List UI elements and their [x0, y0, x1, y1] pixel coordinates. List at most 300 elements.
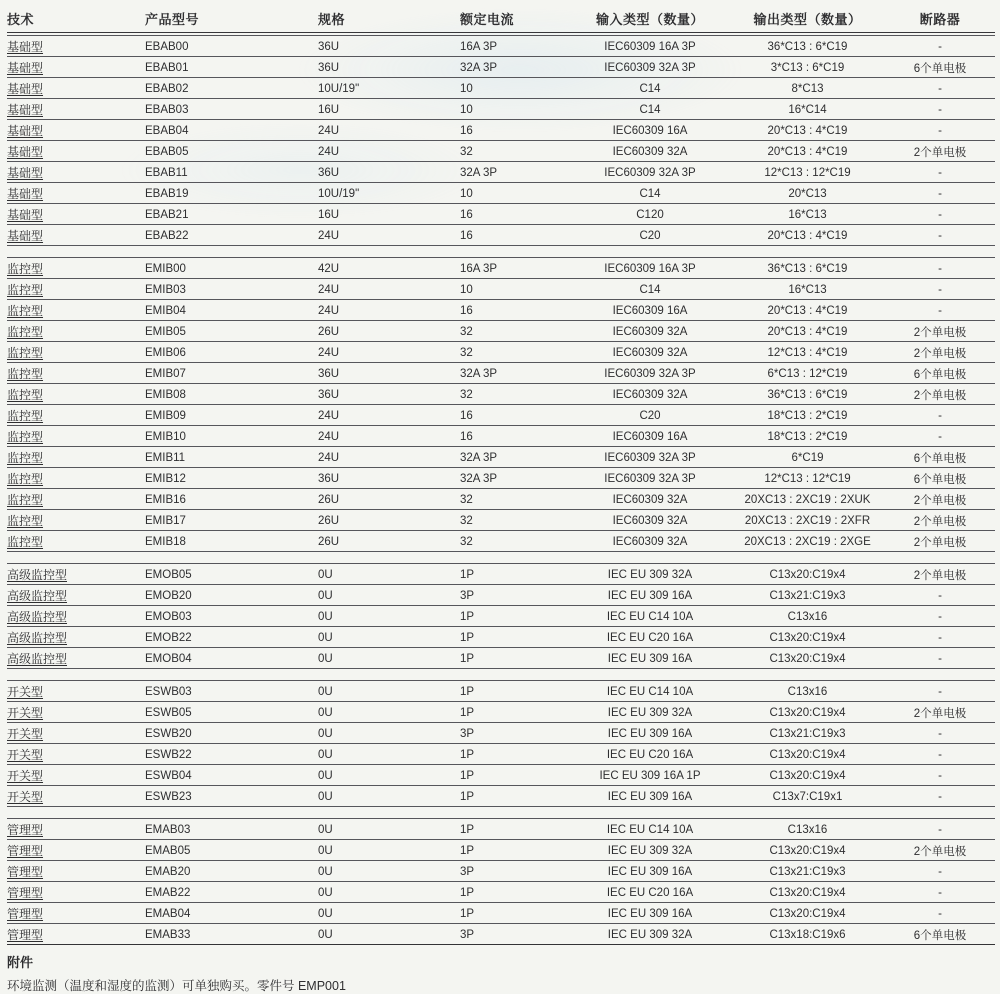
cell-spec: 0U — [318, 907, 333, 920]
cell-tech-link[interactable]: 高级监控型 — [7, 631, 68, 645]
cell-tech-link[interactable]: 基础型 — [7, 61, 44, 75]
cell-output-type: 8*C13 — [791, 82, 824, 95]
table-section-switched — [7, 680, 995, 807]
cell-input-type: C120 — [636, 208, 664, 221]
cell-tech-link[interactable]: 管理型 — [7, 907, 44, 921]
cell-rated-current: 1P — [460, 610, 475, 623]
cell-tech-link[interactable]: 开关型 — [7, 748, 44, 762]
table-row — [7, 363, 995, 384]
cell-input-type: C20 — [639, 409, 661, 422]
cell-spec: 0U — [318, 589, 333, 602]
cell-output-type: C13x20:C19x4 — [769, 652, 846, 665]
cell-spec: 0U — [318, 790, 333, 803]
cell-tech-link[interactable]: 监控型 — [7, 472, 44, 486]
cell-tech-link[interactable]: 高级监控型 — [7, 610, 68, 624]
cell-model: EBAB01 — [145, 61, 189, 74]
cell-breaker: - — [938, 40, 942, 53]
cell-tech-link[interactable]: 基础型 — [7, 82, 44, 96]
cell-spec: 26U — [318, 493, 340, 506]
cell-output-type: 20*C13 : 4*C19 — [767, 229, 848, 242]
cell-breaker: - — [938, 589, 942, 602]
cell-input-type: IEC60309 32A — [612, 145, 688, 158]
cell-output-type: 18*C13 : 2*C19 — [767, 430, 848, 443]
cell-spec: 24U — [318, 283, 340, 296]
cell-breaker: - — [938, 865, 942, 878]
table-row — [7, 279, 995, 300]
cell-breaker: - — [938, 610, 942, 623]
cell-output-type: 6*C19 — [791, 451, 824, 464]
cell-spec: 16U — [318, 103, 340, 116]
cell-model: ESWB20 — [145, 727, 192, 740]
cell-output-type: 12*C13 : 12*C19 — [764, 472, 851, 485]
cell-breaker: 2个单电极 — [913, 326, 967, 339]
cell-model: EMAB22 — [145, 886, 191, 899]
cell-breaker: - — [938, 187, 942, 200]
table-row — [7, 882, 995, 903]
cell-model: EBAB02 — [145, 82, 189, 95]
cell-tech-link[interactable]: 基础型 — [7, 166, 44, 180]
cell-spec: 0U — [318, 652, 333, 665]
cell-model: EMOB22 — [145, 631, 192, 644]
cell-rated-current: 32A 3P — [460, 472, 498, 485]
cell-output-type: C13x20:C19x4 — [769, 844, 846, 857]
cell-input-type: IEC EU C14 10A — [606, 823, 694, 836]
cell-output-type: C13x20:C19x4 — [769, 568, 846, 581]
cell-breaker: - — [938, 790, 942, 803]
cell-input-type: IEC60309 16A 3P — [604, 262, 696, 275]
cell-tech-link[interactable]: 高级监控型 — [7, 568, 68, 582]
column-header-breaker: 断路器 — [919, 12, 961, 27]
cell-tech-link[interactable]: 开关型 — [7, 685, 44, 699]
cell-output-type: 20*C13 : 4*C19 — [767, 325, 848, 338]
cell-breaker: - — [938, 430, 942, 443]
table-row — [7, 903, 995, 924]
cell-rated-current: 32 — [460, 145, 473, 158]
cell-rated-current: 16A 3P — [460, 262, 498, 275]
cell-spec: 36U — [318, 61, 340, 74]
cell-tech-link[interactable]: 开关型 — [7, 727, 44, 741]
table-sections — [7, 35, 995, 945]
cell-tech-link[interactable]: 监控型 — [7, 430, 44, 444]
cell-spec: 0U — [318, 631, 333, 644]
cell-tech-link[interactable]: 管理型 — [7, 823, 44, 837]
cell-spec: 36U — [318, 40, 340, 53]
cell-breaker: - — [938, 907, 942, 920]
cell-spec: 0U — [318, 865, 333, 878]
table-row — [7, 204, 995, 225]
cell-spec: 36U — [318, 166, 340, 179]
cell-rated-current: 1P — [460, 685, 475, 698]
cell-input-type: IEC EU 309 16A 1P — [599, 769, 701, 782]
table-row — [7, 183, 995, 204]
table-row — [7, 405, 995, 426]
cell-breaker: - — [938, 262, 942, 275]
cell-spec: 24U — [318, 346, 340, 359]
table-row — [7, 681, 995, 702]
cell-input-type: IEC EU 309 32A — [607, 844, 693, 857]
cell-tech-link[interactable]: 管理型 — [7, 865, 44, 879]
cell-model: ESWB04 — [145, 769, 192, 782]
cell-input-type: IEC60309 32A 3P — [604, 451, 696, 464]
cell-spec: 0U — [318, 769, 333, 782]
cell-tech-link[interactable]: 监控型 — [7, 325, 44, 339]
cell-tech-link[interactable]: 管理型 — [7, 928, 44, 942]
cell-tech-link[interactable]: 基础型 — [7, 208, 44, 222]
table-row — [7, 300, 995, 321]
footer-note-block — [7, 952, 1000, 994]
cell-spec: 24U — [318, 430, 340, 443]
cell-breaker: 2个单电极 — [913, 494, 967, 507]
cell-model: EMIB18 — [145, 535, 186, 548]
cell-breaker: 2个单电极 — [913, 845, 967, 858]
cell-spec: 26U — [318, 535, 340, 548]
column-header-output-type: 输出类型（数量） — [753, 12, 862, 27]
cell-rated-current: 1P — [460, 823, 475, 836]
cell-tech-link[interactable]: 基础型 — [7, 229, 44, 243]
table-row — [7, 426, 995, 447]
cell-breaker: 2个单电极 — [913, 389, 967, 402]
cell-model: EMIB11 — [145, 451, 186, 464]
cell-tech-link[interactable]: 监控型 — [7, 283, 44, 297]
catalog-page — [0, 4, 1000, 994]
column-header-input-type: 输入类型（数量） — [595, 12, 704, 27]
footer-title: 附件 — [7, 955, 34, 970]
cell-tech-link[interactable]: 基础型 — [7, 187, 44, 201]
table-row — [7, 585, 995, 606]
cell-tech-link[interactable]: 基础型 — [7, 103, 44, 117]
cell-input-type: IEC60309 32A 3P — [604, 472, 696, 485]
cell-rated-current: 16 — [460, 208, 473, 221]
cell-input-type: C14 — [639, 187, 661, 200]
cell-breaker: - — [938, 103, 942, 116]
cell-output-type: C13x20:C19x4 — [769, 886, 846, 899]
cell-rated-current: 32 — [460, 346, 473, 359]
cell-tech-link[interactable]: 监控型 — [7, 493, 44, 507]
cell-model: ESWB03 — [145, 685, 192, 698]
column-header-rated-current: 额定电流 — [460, 12, 515, 27]
cell-output-type: C13x21:C19x3 — [769, 589, 846, 602]
cell-output-type: 16*C13 — [788, 208, 827, 221]
cell-breaker: 6个单电极 — [913, 929, 967, 942]
cell-output-type: 20*C13 : 4*C19 — [767, 304, 848, 317]
cell-breaker: - — [938, 631, 942, 644]
cell-input-type: IEC60309 32A — [612, 388, 688, 401]
table-row — [7, 342, 995, 363]
cell-model: EMIB03 — [145, 283, 186, 296]
cell-rated-current: 32 — [460, 388, 473, 401]
table-row — [7, 120, 995, 141]
table-row — [7, 648, 995, 669]
cell-spec: 16U — [318, 208, 340, 221]
cell-output-type: 20*C13 : 4*C19 — [767, 145, 848, 158]
table-row — [7, 627, 995, 648]
cell-spec: 10U/19" — [318, 187, 360, 200]
cell-rated-current: 10 — [460, 82, 473, 95]
cell-spec: 0U — [318, 685, 333, 698]
cell-output-type: 20XC13 : 2XC19 : 2XFR — [744, 514, 871, 527]
cell-input-type: IEC60309 32A 3P — [604, 61, 696, 74]
cell-breaker: 2个单电极 — [913, 707, 967, 720]
cell-output-type: 12*C13 : 12*C19 — [764, 166, 851, 179]
cell-breaker: - — [938, 304, 942, 317]
cell-model: EBAB11 — [145, 166, 188, 179]
cell-output-type: 18*C13 : 2*C19 — [767, 409, 848, 422]
table-row — [7, 258, 995, 279]
table-row — [7, 861, 995, 882]
cell-input-type: IEC EU 309 32A — [607, 928, 693, 941]
cell-input-type: C14 — [639, 103, 661, 116]
table-row — [7, 606, 995, 627]
cell-input-type: IEC EU 309 16A — [607, 790, 693, 803]
cell-input-type: C20 — [639, 229, 661, 242]
cell-model: ESWB22 — [145, 748, 192, 761]
cell-input-type: C14 — [639, 82, 661, 95]
cell-rated-current: 1P — [460, 769, 475, 782]
cell-model: ESWB23 — [145, 790, 192, 803]
cell-spec: 0U — [318, 823, 333, 836]
cell-spec: 24U — [318, 451, 340, 464]
cell-spec: 24U — [318, 409, 340, 422]
cell-spec: 42U — [318, 262, 340, 275]
cell-breaker: - — [938, 166, 942, 179]
cell-input-type: IEC EU C14 10A — [606, 685, 694, 698]
cell-input-type: IEC60309 32A — [612, 514, 688, 527]
table-section-managed — [7, 818, 995, 945]
cell-breaker: - — [938, 886, 942, 899]
cell-breaker: 6个单电极 — [913, 62, 967, 75]
cell-rated-current: 3P — [460, 865, 475, 878]
cell-spec: 0U — [318, 748, 333, 761]
cell-tech-link[interactable]: 监控型 — [7, 535, 44, 549]
spec-table — [7, 4, 995, 945]
cell-output-type: C13x7:C19x1 — [772, 790, 843, 803]
cell-input-type: IEC EU 309 32A — [607, 568, 693, 581]
table-row — [7, 36, 995, 57]
cell-model: EMIB06 — [145, 346, 186, 359]
cell-spec: 26U — [318, 514, 340, 527]
table-row — [7, 99, 995, 120]
cell-output-type: C13x16 — [787, 610, 828, 623]
cell-rated-current: 10 — [460, 103, 473, 116]
cell-rated-current: 16 — [460, 124, 473, 137]
cell-tech-link[interactable]: 监控型 — [7, 367, 44, 381]
cell-breaker: - — [938, 652, 942, 665]
cell-rated-current: 16 — [460, 229, 473, 242]
cell-input-type: IEC EU 309 16A — [607, 907, 693, 920]
table-row — [7, 57, 995, 78]
cell-tech-link[interactable]: 基础型 — [7, 124, 44, 138]
cell-spec: 0U — [318, 610, 333, 623]
cell-input-type: IEC EU 309 32A — [607, 706, 693, 719]
column-header-model: 产品型号 — [145, 12, 200, 27]
cell-rated-current: 32 — [460, 325, 473, 338]
table-row — [7, 924, 995, 945]
cell-output-type: 36*C13 : 6*C19 — [767, 262, 848, 275]
cell-input-type: IEC60309 32A — [612, 325, 688, 338]
cell-rated-current: 32A 3P — [460, 367, 498, 380]
cell-output-type: 20*C13 : 4*C19 — [767, 124, 848, 137]
table-row — [7, 78, 995, 99]
cell-output-type: C13x18:C19x6 — [769, 928, 846, 941]
cell-tech-link[interactable]: 监控型 — [7, 409, 44, 423]
table-row — [7, 447, 995, 468]
cell-model: EMAB05 — [145, 844, 191, 857]
cell-output-type: 36*C13 : 6*C19 — [767, 388, 848, 401]
cell-model: EMIB09 — [145, 409, 186, 422]
cell-spec: 0U — [318, 568, 333, 581]
cell-model: EBAB19 — [145, 187, 189, 200]
cell-output-type: 6*C13 : 12*C19 — [767, 367, 848, 380]
cell-tech-link[interactable]: 管理型 — [7, 844, 44, 858]
cell-output-type: 20XC13 : 2XC19 : 2XUK — [744, 493, 871, 506]
table-row — [7, 702, 995, 723]
cell-spec: 36U — [318, 367, 340, 380]
cell-breaker: - — [938, 283, 942, 296]
table-row — [7, 744, 995, 765]
cell-input-type: C14 — [639, 283, 661, 296]
cell-output-type: C13x21:C19x3 — [769, 727, 846, 740]
cell-breaker: 2个单电极 — [913, 515, 967, 528]
cell-breaker: - — [938, 685, 942, 698]
cell-model: EMOB05 — [145, 568, 192, 581]
cell-rated-current: 32A 3P — [460, 166, 498, 179]
cell-breaker: 6个单电极 — [913, 368, 967, 381]
column-header-tech: 技术 — [7, 12, 35, 27]
cell-tech-link[interactable]: 开关型 — [7, 790, 44, 804]
table-row — [7, 141, 995, 162]
cell-rated-current: 1P — [460, 631, 475, 644]
table-row — [7, 468, 995, 489]
cell-rated-current: 1P — [460, 568, 475, 581]
cell-input-type: IEC EU 309 16A — [607, 589, 693, 602]
cell-tech-link[interactable]: 监控型 — [7, 451, 44, 465]
cell-breaker: 6个单电极 — [913, 452, 967, 465]
table-row — [7, 489, 995, 510]
cell-rated-current: 3P — [460, 589, 475, 602]
cell-rated-current: 1P — [460, 886, 475, 899]
cell-breaker: - — [938, 409, 942, 422]
cell-tech-link[interactable]: 管理型 — [7, 886, 44, 900]
cell-input-type: IEC EU 309 16A — [607, 652, 693, 665]
cell-model: EMAB20 — [145, 865, 191, 878]
cell-rated-current: 16 — [460, 430, 473, 443]
table-section-advanced-monitored — [7, 563, 995, 669]
cell-tech-link[interactable]: 开关型 — [7, 769, 44, 783]
cell-output-type: C13x16 — [787, 823, 828, 836]
cell-rated-current: 1P — [460, 907, 475, 920]
cell-tech-link[interactable]: 监控型 — [7, 262, 44, 276]
cell-spec: 36U — [318, 388, 340, 401]
cell-input-type: IEC60309 16A — [612, 430, 688, 443]
cell-model: EMIB05 — [145, 325, 186, 338]
cell-model: EMIB12 — [145, 472, 186, 485]
cell-spec: 26U — [318, 325, 340, 338]
cell-rated-current: 3P — [460, 928, 475, 941]
cell-rated-current: 16 — [460, 409, 473, 422]
cell-output-type: 12*C13 : 4*C19 — [767, 346, 848, 359]
cell-model: EBAB21 — [145, 208, 189, 221]
cell-output-type: 16*C13 — [788, 283, 827, 296]
cell-rated-current: 1P — [460, 748, 475, 761]
table-row — [7, 510, 995, 531]
cell-model: EMAB04 — [145, 907, 191, 920]
cell-output-type: C13x21:C19x3 — [769, 865, 846, 878]
cell-input-type: IEC60309 16A 3P — [604, 40, 696, 53]
cell-model: EBAB04 — [145, 124, 189, 137]
cell-rated-current: 32A 3P — [460, 451, 498, 464]
cell-model: EMOB04 — [145, 652, 192, 665]
cell-breaker: - — [938, 208, 942, 221]
cell-model: EMAB03 — [145, 823, 191, 836]
cell-input-type: IEC EU C20 16A — [606, 748, 694, 761]
cell-model: EMIB00 — [145, 262, 186, 275]
table-row — [7, 840, 995, 861]
table-row — [7, 564, 995, 585]
cell-input-type: IEC60309 32A — [612, 493, 688, 506]
table-section-basic — [7, 35, 995, 246]
cell-output-type: C13x20:C19x4 — [769, 748, 846, 761]
cell-model: EBAB22 — [145, 229, 189, 242]
table-row — [7, 765, 995, 786]
cell-tech-link[interactable]: 高级监控型 — [7, 652, 68, 666]
cell-spec: 0U — [318, 886, 333, 899]
cell-tech-link[interactable]: 开关型 — [7, 706, 44, 720]
cell-output-type: C13x20:C19x4 — [769, 706, 846, 719]
table-row — [7, 225, 995, 246]
cell-model: EMIB04 — [145, 304, 186, 317]
cell-rated-current: 32A 3P — [460, 61, 498, 74]
cell-input-type: IEC60309 32A 3P — [604, 166, 696, 179]
cell-breaker: - — [938, 748, 942, 761]
cell-output-type: 16*C14 — [788, 103, 827, 116]
cell-spec: 24U — [318, 304, 340, 317]
cell-tech-link[interactable]: 监控型 — [7, 304, 44, 318]
cell-breaker: - — [938, 82, 942, 95]
cell-model: EBAB03 — [145, 103, 189, 116]
cell-output-type: 3*C13 : 6*C19 — [770, 61, 845, 74]
table-section-monitored — [7, 257, 995, 552]
cell-tech-link[interactable]: 基础型 — [7, 145, 44, 159]
cell-model: EMOB20 — [145, 589, 192, 602]
cell-breaker: 2个单电极 — [913, 569, 967, 582]
cell-tech-link[interactable]: 监控型 — [7, 388, 44, 402]
cell-input-type: IEC EU C20 16A — [606, 886, 694, 899]
cell-rated-current: 1P — [460, 706, 475, 719]
table-row — [7, 321, 995, 342]
cell-spec: 36U — [318, 472, 340, 485]
cell-rated-current: 16A 3P — [460, 40, 498, 53]
cell-rated-current: 32 — [460, 535, 473, 548]
cell-breaker: 2个单电极 — [913, 347, 967, 360]
table-row — [7, 786, 995, 807]
cell-input-type: IEC60309 32A — [612, 535, 688, 548]
cell-model: EMIB08 — [145, 388, 186, 401]
cell-tech-link[interactable]: 基础型 — [7, 40, 44, 54]
cell-breaker: - — [938, 823, 942, 836]
cell-model: EMIB16 — [145, 493, 186, 506]
cell-model: EMIB17 — [145, 514, 186, 527]
cell-tech-link[interactable]: 监控型 — [7, 514, 44, 528]
cell-breaker: - — [938, 769, 942, 782]
cell-model: EMAB33 — [145, 928, 191, 941]
cell-model: EBAB05 — [145, 145, 189, 158]
cell-input-type: IEC60309 32A — [612, 346, 688, 359]
cell-output-type: 36*C13 : 6*C19 — [767, 40, 848, 53]
cell-tech-link[interactable]: 监控型 — [7, 346, 44, 360]
cell-tech-link[interactable]: 高级监控型 — [7, 589, 68, 603]
cell-output-type: 20XC13 : 2XC19 : 2XGE — [744, 535, 871, 548]
cell-input-type: IEC EU 309 16A — [607, 865, 693, 878]
